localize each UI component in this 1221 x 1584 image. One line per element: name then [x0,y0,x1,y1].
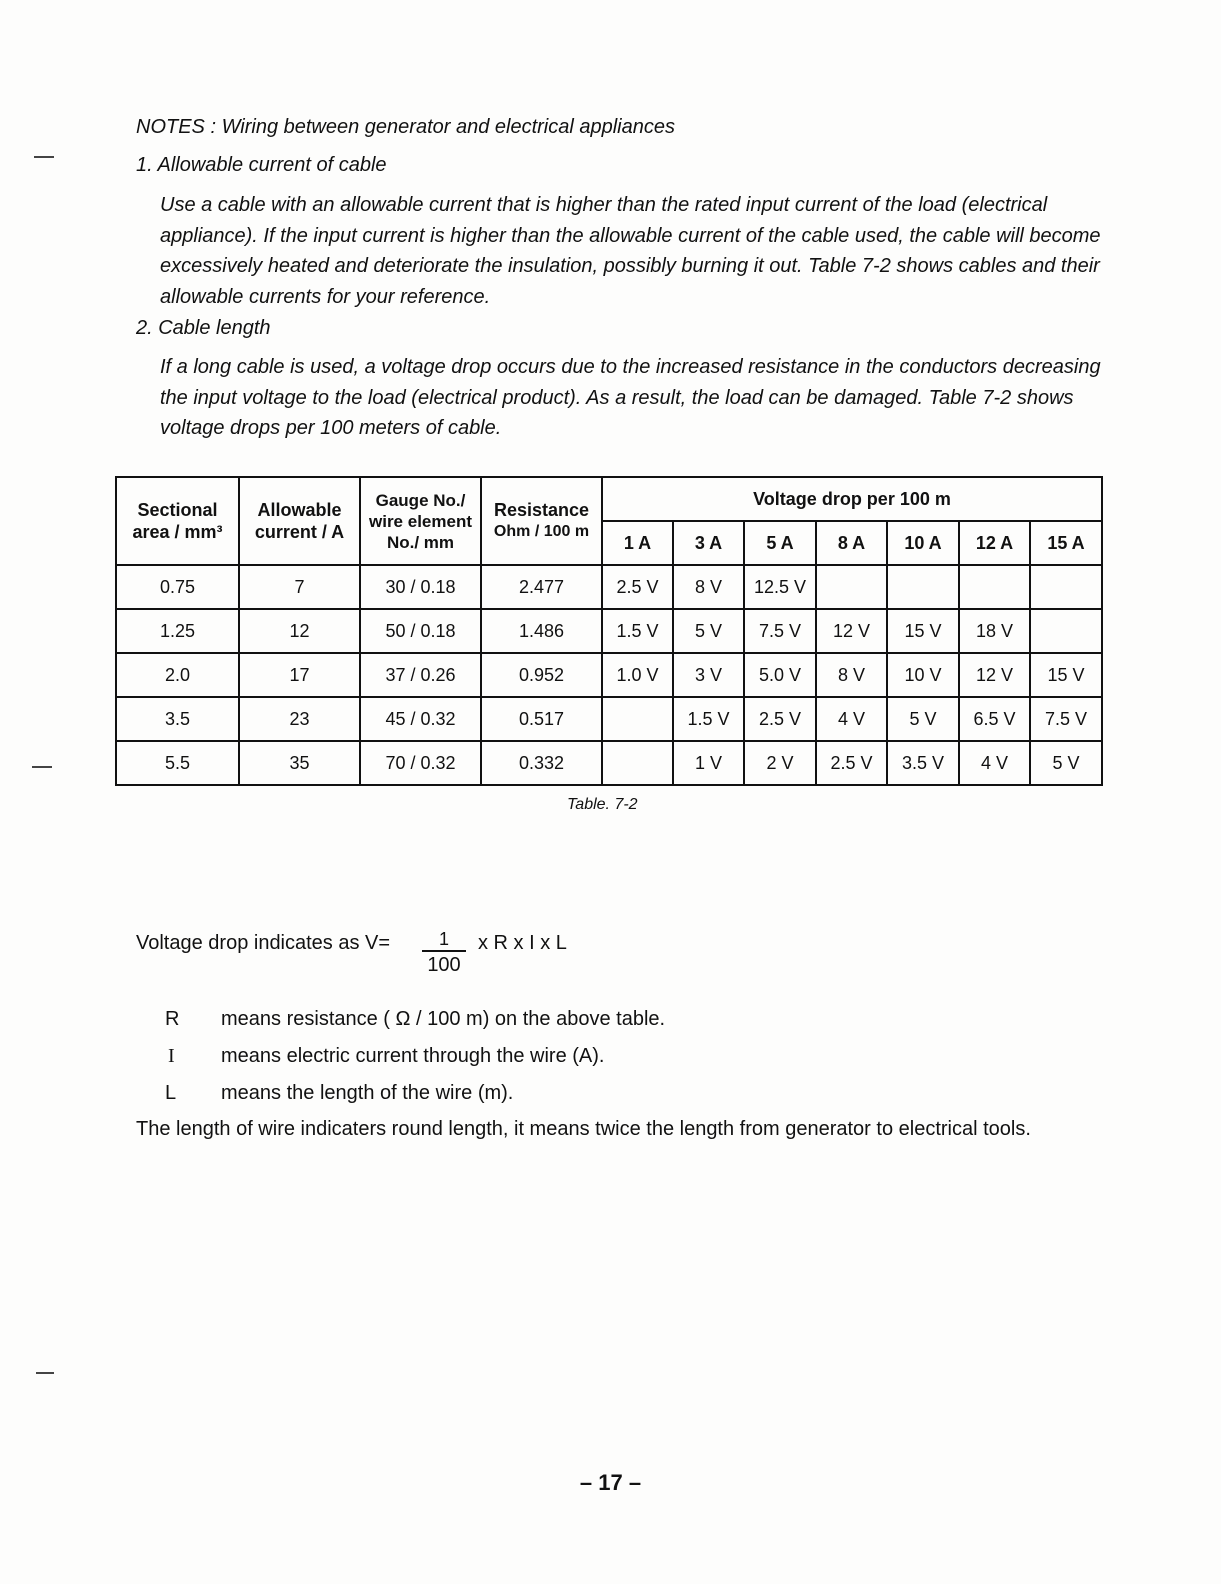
cell-gauge: 30 / 0.18 [360,565,481,609]
scan-mark [34,156,54,158]
cell-drop-3a: 8 V [673,565,744,609]
table-row [116,609,1102,653]
definition-text: means electric current through the wire (A). [221,1045,605,1067]
cell-drop-5a: 5.0 V [744,653,816,697]
formula-suffix: x R x I x L [478,932,567,954]
header-gauge-line2: wire element [369,511,472,531]
page-number: – 17 – [579,1470,642,1495]
table-row [116,565,1102,609]
cell-drop-10a: 3.5 V [887,741,959,785]
header-resistance-line2: Ohm / 100 m [493,523,590,540]
notes-heading: NOTES : Wiring between generator and electrical appliances [136,116,675,138]
cell-resistance: 2.477 [481,565,602,609]
cell-drop-10a: 5 V [887,697,959,741]
cell-allowable-current: 23 [239,697,360,741]
header-resistance [481,477,602,565]
formula-fraction [422,928,466,978]
cell-drop-10a [887,565,959,609]
cell-drop-15a [1030,565,1102,609]
cell-drop-8a: 12 V [816,609,887,653]
header-allowable-line2: current / A [254,522,345,542]
formula-numerator: 1 [422,928,466,952]
cell-gauge: 37 / 0.26 [360,653,481,697]
definition-symbol: L [165,1082,177,1104]
table-caption: Table. 7-2 [567,796,638,813]
header-sectional-area [116,477,239,565]
cell-resistance: 1.486 [481,609,602,653]
cell-drop-12a: 4 V [959,741,1030,785]
header-gauge-line1: Gauge No./ [375,490,466,510]
header-sectional-line2: area / mm³ [132,522,223,542]
definition-symbol: R [165,1008,180,1030]
cell-drop-3a: 1.5 V [673,697,744,741]
header-current-15a: 15 A [1030,521,1102,565]
header-resistance-line1: Resistance [493,500,590,520]
cell-resistance: 0.517 [481,697,602,741]
cell-drop-15a: 5 V [1030,741,1102,785]
cell-drop-15a: 7.5 V [1030,697,1102,741]
header-voltage-drop: Voltage drop per 100 m [602,477,1102,521]
header-current-1a: 1 A [602,521,673,565]
cell-allowable-current: 7 [239,565,360,609]
header-current-5a: 5 A [744,521,816,565]
definition-text: means the length of the wire (m). [221,1082,514,1104]
cell-drop-5a: 2 V [744,741,816,785]
cell-sectional-area: 5.5 [116,741,239,785]
definition-r [165,1008,665,1031]
definition-i [165,1045,605,1068]
note-item-2-body: If a long cable is used, a voltage drop occurs due to the increased resistance in the conductors decreasing the input voltage to the load (electrical product). As a result, the load can be damaged. Table 7-2 shows voltage drops per 100 meters of cable. [160,356,1101,439]
note-item-1-title: 1. Allowable current of cable [136,154,387,176]
cell-resistance: 0.952 [481,653,602,697]
cell-gauge: 45 / 0.32 [360,697,481,741]
header-allowable-line1: Allowable [257,500,342,520]
header-sectional-line1: Sectional [137,500,218,520]
cell-drop-8a [816,565,887,609]
cell-gauge: 50 / 0.18 [360,609,481,653]
cell-drop-12a: 12 V [959,653,1030,697]
table-row [116,653,1102,697]
table-row [116,741,1102,785]
cell-drop-1a: 1.0 V [602,653,673,697]
cell-drop-3a: 5 V [673,609,744,653]
cell-drop-8a: 2.5 V [816,741,887,785]
scan-mark [32,766,52,768]
cell-drop-10a: 10 V [887,653,959,697]
formula-denominator: 100 [427,954,461,976]
table-row [116,697,1102,741]
cell-drop-10a: 15 V [887,609,959,653]
formula-prefix: Voltage drop indicates as V= [136,932,391,954]
header-current-3a: 3 A [673,521,744,565]
header-gauge [360,477,481,565]
voltage-drop-formula [136,929,567,978]
note-item-1-body: Use a cable with an allowable current that is higher than the rated input current of the load (electrical appliance). If the input current is higher than the allowable current of the cable used, the cable will become excessively heated and deteriorate the insulation, possibly burning it out. Table 7-2 shows cables and their allowable currents for your reference. [160,194,1101,308]
cell-drop-12a: 6.5 V [959,697,1030,741]
cell-allowable-current: 12 [239,609,360,653]
cell-sectional-area: 3.5 [116,697,239,741]
cell-drop-1a [602,697,673,741]
closing-note: The length of wire indicaters round length, it means twice the length from generator to electrical tools. [136,1118,1031,1140]
cell-drop-12a [959,565,1030,609]
cell-drop-1a [602,741,673,785]
cell-allowable-current: 17 [239,653,360,697]
cell-drop-15a: 15 V [1030,653,1102,697]
cable-spec-table [115,476,1103,786]
cell-drop-15a [1030,609,1102,653]
note-item-2-title: 2. Cable length [136,317,271,339]
cell-sectional-area: 1.25 [116,609,239,653]
header-gauge-line3: No./ mm [386,532,455,552]
cell-drop-5a: 12.5 V [744,565,816,609]
cell-resistance: 0.332 [481,741,602,785]
cell-drop-8a: 4 V [816,697,887,741]
scan-mark [36,1372,54,1374]
cell-drop-5a: 7.5 V [744,609,816,653]
header-current-12a: 12 A [959,521,1030,565]
cell-drop-3a: 1 V [673,741,744,785]
header-current-8a: 8 A [816,521,887,565]
definition-l [165,1082,513,1105]
cell-gauge: 70 / 0.32 [360,741,481,785]
cell-sectional-area: 0.75 [116,565,239,609]
cell-sectional-area: 2.0 [116,653,239,697]
cell-drop-1a: 1.5 V [602,609,673,653]
cell-drop-1a: 2.5 V [602,565,673,609]
cell-drop-5a: 2.5 V [744,697,816,741]
header-allowable-current [239,477,360,565]
header-current-10a: 10 A [887,521,959,565]
cell-drop-3a: 3 V [673,653,744,697]
cell-allowable-current: 35 [239,741,360,785]
cell-drop-12a: 18 V [959,609,1030,653]
definition-text: means resistance ( Ω / 100 m) on the above table. [221,1008,666,1030]
definition-symbol: I [168,1045,175,1067]
cell-drop-8a: 8 V [816,653,887,697]
